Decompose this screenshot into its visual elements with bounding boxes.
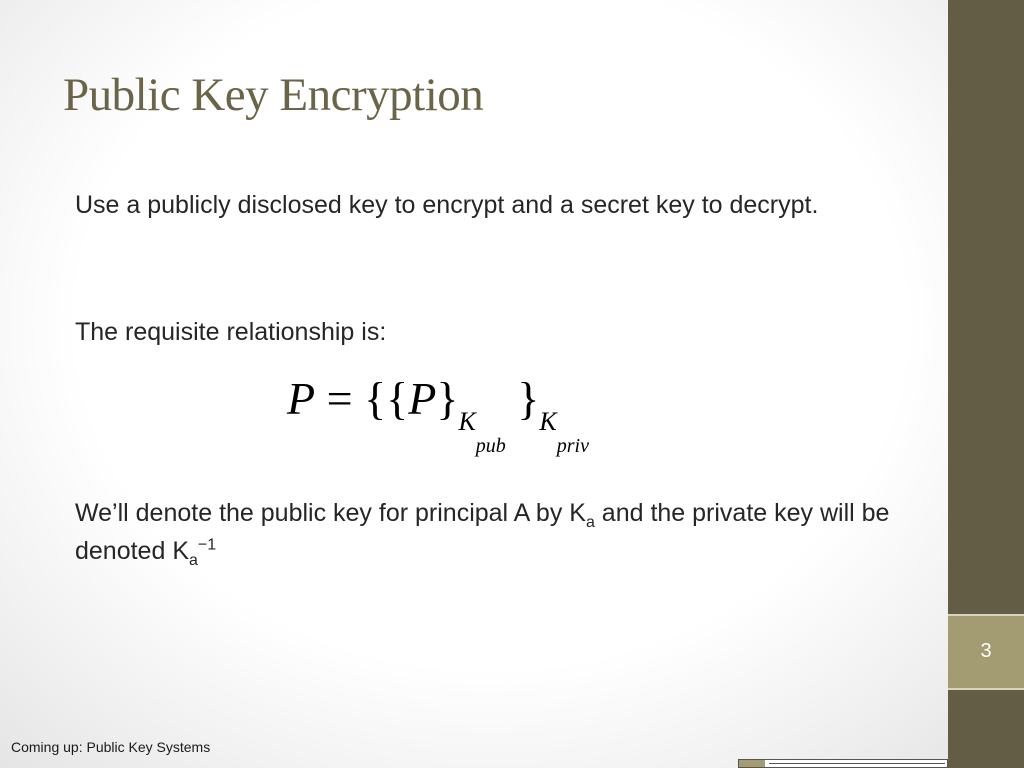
formula-inner-var: P	[408, 373, 437, 424]
formula-open-inner: {	[386, 373, 409, 424]
notation-superscript-inverse: −1	[197, 536, 217, 554]
formula-inner-key-letter: K	[458, 407, 476, 436]
formula-lhs: P	[287, 373, 316, 424]
formula-close-inner: }	[436, 373, 459, 424]
formula-outer-key	[539, 407, 589, 457]
formula-inner-key	[458, 407, 506, 457]
footer-coming-up: Coming up: Public Key Systems	[11, 739, 211, 755]
formula-close-outer: }	[517, 373, 540, 424]
formula-equals: =	[326, 373, 353, 424]
notation-text-1: We’ll denote the public key for principal A by K	[75, 499, 586, 527]
formula-outer-key-letter: K	[539, 407, 557, 436]
decorative-bar	[738, 759, 948, 768]
notation-subscript-a-private: a	[189, 552, 198, 569]
formula-inner-key-sub: pub	[475, 435, 506, 457]
paragraph-public-key-use: Use a publicly disclosed key to encrypt and a secret key to decrypt.	[75, 191, 819, 219]
formula-open-outer: {	[364, 373, 387, 424]
slide-title: Public Key Encryption	[63, 69, 484, 121]
page-number: 3	[980, 640, 992, 662]
notation-subscript-a: a	[585, 514, 595, 531]
formula-outer-key-sub: priv	[556, 435, 589, 457]
paragraph-requisite-relationship: The requisite relationship is:	[75, 318, 387, 346]
paragraph-key-notation	[75, 494, 895, 570]
encryption-formula	[287, 372, 589, 457]
notation-text-2: and the private key will be denoted K	[75, 499, 890, 565]
